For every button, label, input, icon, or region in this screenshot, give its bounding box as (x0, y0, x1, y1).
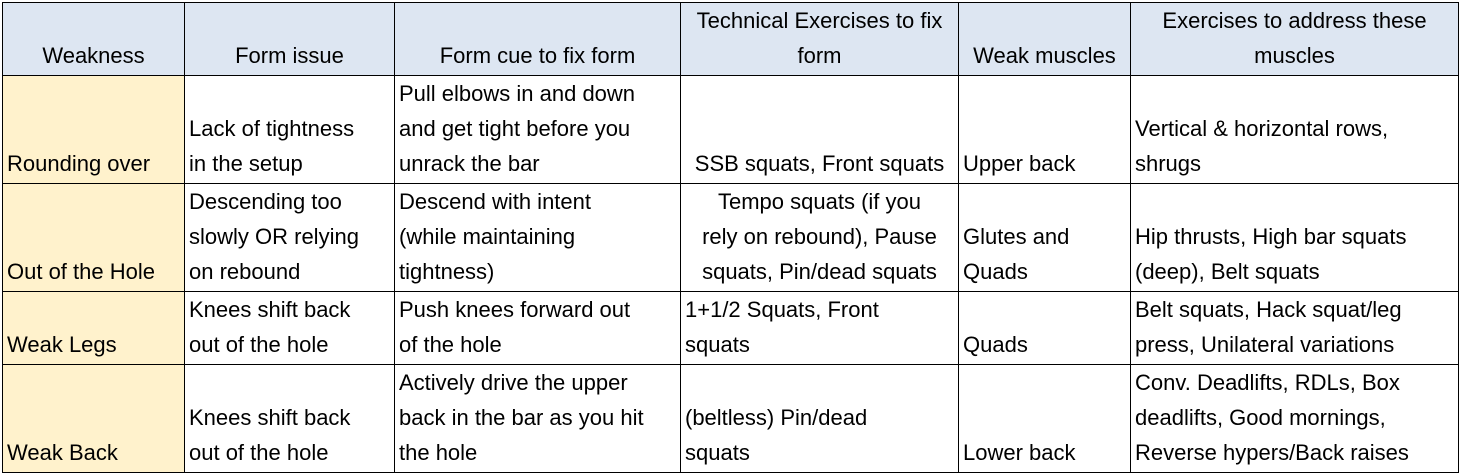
cell-text-line: Form cue to fix form (439, 43, 636, 68)
cell-text-line: Weak Legs (7, 332, 117, 357)
cell-text-line: Weak muscles (973, 43, 1116, 68)
cell-weakness[interactable] (3, 292, 185, 365)
cell-weakness[interactable] (3, 184, 185, 292)
squat-weakness-table (2, 2, 1459, 473)
cell-form-cue[interactable] (395, 365, 681, 473)
cell-text-line: Weakness (42, 43, 145, 68)
cell-text-line: Vertical & horizontal rows, (1135, 116, 1389, 141)
cell-weak-muscles[interactable] (959, 365, 1131, 473)
cell-text-line: the hole (399, 440, 478, 465)
cell-text-line: Upper back (963, 151, 1076, 176)
cell-form-cue[interactable] (395, 184, 681, 292)
cell-weak-muscles[interactable] (959, 76, 1131, 184)
cell-technical-exercises[interactable] (681, 365, 959, 473)
cell-exercises[interactable] (1131, 292, 1459, 365)
header-cell-weak-muscles[interactable] (959, 3, 1131, 76)
cell-form-cue[interactable] (395, 76, 681, 184)
cell-text-line: squats, Pin/dead squats (702, 259, 937, 284)
cell-text-line: Exercises to address these (1162, 8, 1427, 33)
cell-text-line: rely on rebound), Pause (702, 224, 937, 249)
cell-text-line: SSB squats, Front squats (694, 151, 945, 176)
table-row (3, 292, 1459, 365)
cell-text-line: (deep), Belt squats (1135, 259, 1320, 284)
cell-text-line: unrack the bar (399, 151, 540, 176)
cell-text-line: Conv. Deadlifts, RDLs, Box (1135, 370, 1400, 395)
cell-text-line: (beltless) Pin/dead (685, 405, 868, 430)
cell-text-line: Push knees forward out (399, 297, 631, 322)
cell-text-line: tightness) (399, 259, 495, 284)
cell-weakness[interactable] (3, 365, 185, 473)
cell-text-line: Rounding over (7, 151, 151, 176)
cell-text-line: on rebound (189, 259, 301, 284)
cell-text-line: Form issue (235, 43, 344, 68)
cell-text-line: Reverse hypers/Back raises (1135, 440, 1409, 465)
header-cell-weakness[interactable] (3, 3, 185, 76)
cell-text-line: of the hole (399, 332, 502, 357)
cell-form-issue[interactable] (185, 292, 395, 365)
header-cell-technical-exercises[interactable] (681, 3, 959, 76)
cell-weak-muscles[interactable] (959, 292, 1131, 365)
cell-text-line: deadlifts, Good mornings, (1135, 405, 1386, 430)
cell-text-line: out of the hole (189, 332, 329, 357)
cell-text-line: slowly OR relying (189, 224, 359, 249)
cell-text-line: shrugs (1135, 151, 1202, 176)
header-row (3, 3, 1459, 76)
cell-text-line: squats (685, 440, 750, 465)
cell-technical-exercises[interactable] (681, 184, 959, 292)
cell-exercises[interactable] (1131, 184, 1459, 292)
header-cell-form-cue[interactable] (395, 3, 681, 76)
cell-text-line: back in the bar as you hit (399, 405, 644, 430)
cell-text-line: form (797, 43, 842, 68)
cell-text-line: muscles (1254, 43, 1335, 68)
cell-text-line: Descending too (189, 189, 342, 214)
cell-text-line: Knees shift back (189, 405, 351, 430)
cell-text-line: out of the hole (189, 440, 329, 465)
cell-form-issue[interactable] (185, 184, 395, 292)
cell-text-line: Quads (963, 332, 1028, 357)
cell-text-line: Actively drive the upper (399, 370, 628, 395)
cell-text-line: Belt squats, Hack squat/leg (1135, 297, 1402, 322)
header-cell-exercises-for-muscles[interactable] (1131, 3, 1459, 76)
cell-technical-exercises[interactable] (681, 292, 959, 365)
cell-text-line: Descend with intent (399, 189, 591, 214)
cell-text-line: Out of the Hole (7, 259, 155, 284)
cell-text-line: Pull elbows in and down (399, 81, 636, 106)
cell-text-line: 1+1/2 Squats, Front (685, 297, 879, 322)
cell-technical-exercises[interactable] (681, 76, 959, 184)
cell-text-line: Hip thrusts, High bar squats (1135, 224, 1407, 249)
cell-form-issue[interactable] (185, 76, 395, 184)
header-cell-form-issue[interactable] (185, 3, 395, 76)
cell-text-line: Quads (963, 259, 1028, 284)
cell-text-line: in the setup (189, 151, 303, 176)
cell-exercises[interactable] (1131, 76, 1459, 184)
cell-weak-muscles[interactable] (959, 184, 1131, 292)
cell-exercises[interactable] (1131, 365, 1459, 473)
table-row (3, 184, 1459, 292)
cell-text-line: Glutes and (963, 224, 1070, 249)
cell-text-line: (while maintaining (399, 224, 576, 249)
table-row (3, 365, 1459, 473)
cell-form-issue[interactable] (185, 365, 395, 473)
cell-text-line: Lower back (963, 440, 1076, 465)
cell-text-line: press, Unilateral variations (1135, 332, 1395, 357)
cell-text-line: Knees shift back (189, 297, 351, 322)
cell-text-line: squats (685, 332, 750, 357)
cell-text-line: Technical Exercises to fix (696, 8, 943, 33)
cell-weakness[interactable] (3, 76, 185, 184)
cell-text-line: and get tight before you (399, 116, 631, 141)
cell-text-line: Weak Back (7, 440, 118, 465)
cell-form-cue[interactable] (395, 292, 681, 365)
cell-text-line: Lack of tightness (189, 116, 355, 141)
cell-text-line: Tempo squats (if you (718, 189, 921, 214)
table-row (3, 76, 1459, 184)
